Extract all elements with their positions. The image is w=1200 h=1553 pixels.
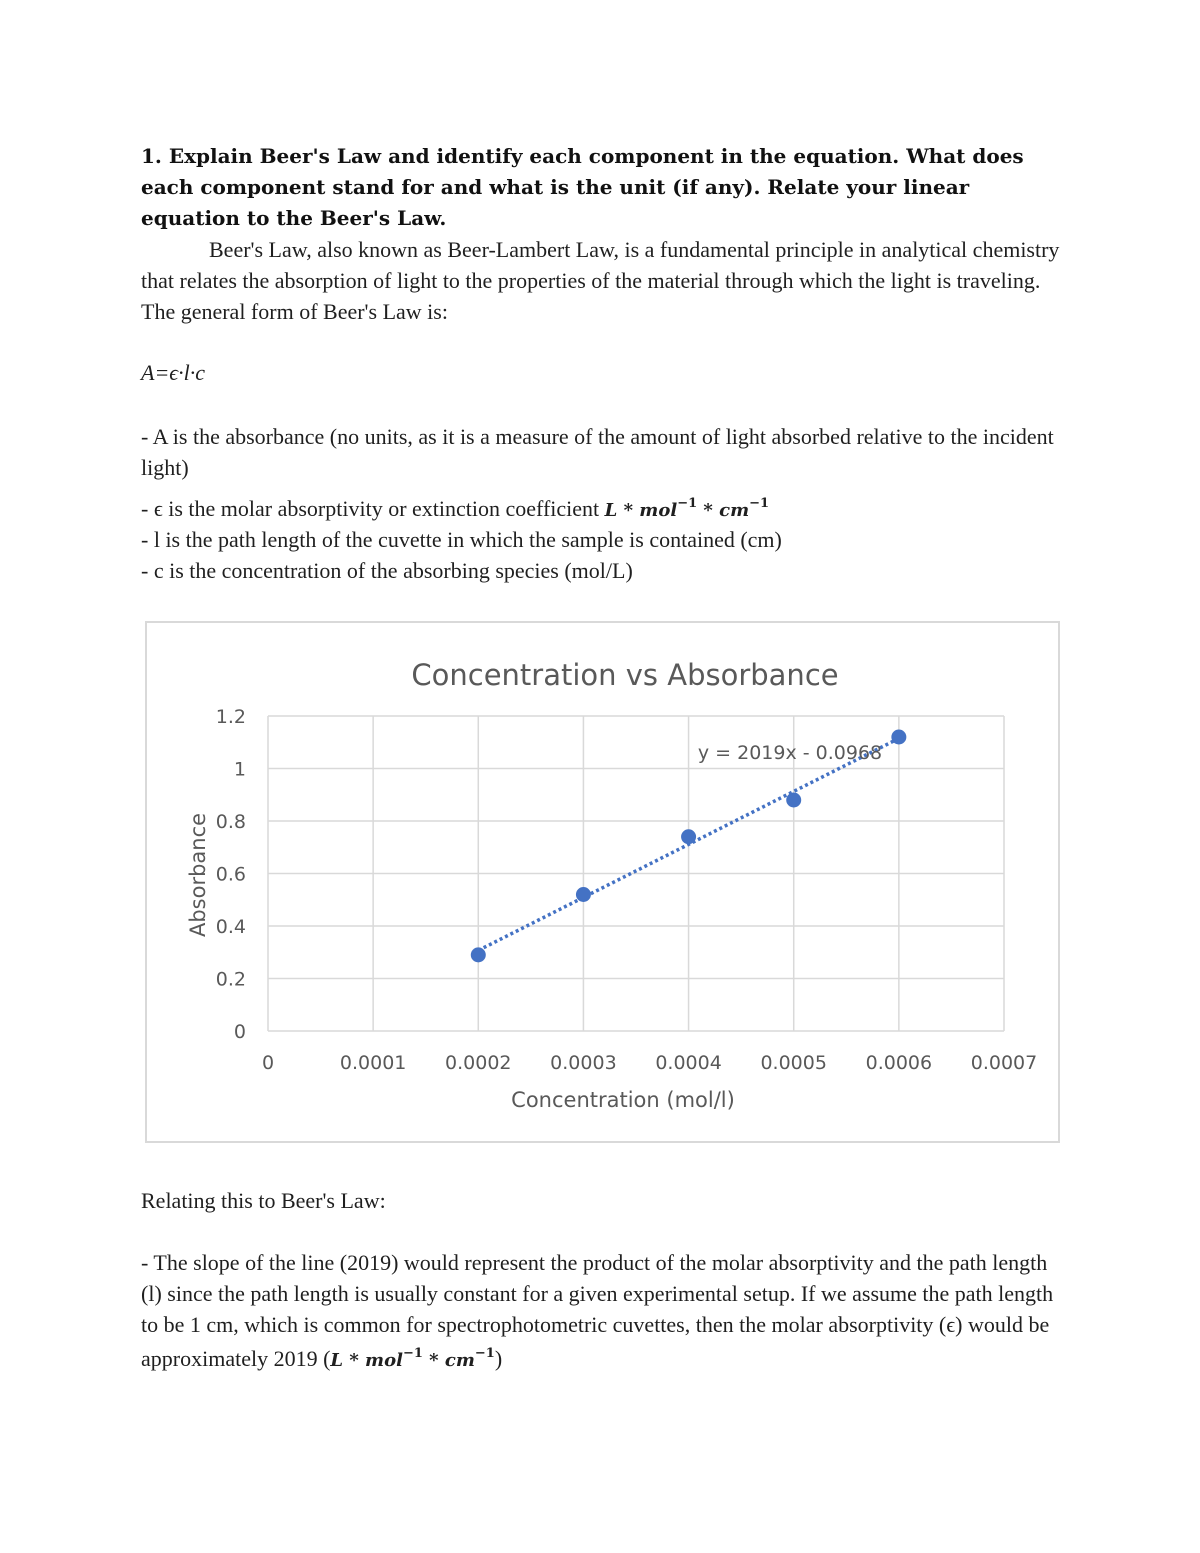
x-tick-label: 0.0003	[550, 1052, 617, 1074]
y-tick-label: 0.8	[215, 811, 246, 833]
epsilon-unit: L * $mol^{-1} * cm^{-1}$	[604, 496, 770, 521]
y-tick-label: 0	[233, 1021, 246, 1043]
y-tick-label: 0.4	[215, 916, 246, 938]
y-tick-label: 1.2	[215, 706, 246, 728]
component-epsilon	[141, 490, 1071, 526]
data-point	[681, 829, 696, 844]
slope-text: - The slope of the line (2019) would represent the product of the molar absorptivity and the path length (l) since the path length is usually constant for a given experimental setup. If we assume the path length to be 1 cm, which is common for spectrophotometric cuvettes, then the molar absorptivity (ϵ) would be approximately 2019 (	[141, 1250, 1054, 1371]
x-tick-label: 0.0005	[760, 1052, 827, 1074]
chart-gridlines	[268, 716, 1004, 1031]
trendline-equation: y = 2019x - 0.0968	[697, 742, 883, 764]
slope-paragraph: - The slope of the line (2019) would represent the product of the molar absorptivity and the path length (l) since the path length is usually constant for a given experimental setup. If we assume the path length to be 1 cm, which is common for spectrophotometric cuvettes, then the molar absorptivity (ϵ) would be approximately 2019 $(L * mol^{-1} * cm^{-1})$	[141, 1250, 1054, 1371]
concentration-absorbance-chart	[147, 623, 1058, 1141]
x-tick-label: 0	[261, 1052, 275, 1074]
beers-law-equation: A=ϵ·l·c	[141, 360, 206, 385]
x-tick-label: 0.0004	[655, 1052, 722, 1074]
component-absorbance: - A is the absorbance (no units, as it is a measure of the amount of light absorbed relative to the incident light)	[141, 424, 1054, 480]
chart-tick-labels	[216, 706, 1037, 1074]
y-tick-label: 1	[233, 758, 246, 781]
relating-heading: Relating this to Beer's Law:	[141, 1188, 386, 1213]
x-axis-label: Concentration (mol/l)	[511, 1088, 735, 1112]
x-tick-label: 0.0006	[865, 1052, 933, 1074]
data-point	[786, 793, 801, 808]
epsilon-text: - ϵ is the molar absorptivity or extinction coefficient	[141, 496, 600, 521]
data-point	[471, 947, 486, 962]
chart-container	[145, 621, 1060, 1143]
component-path-length: - l is the path length of the cuvette in which the sample is contained (cm)	[141, 527, 782, 552]
x-tick-label: 0.0001	[339, 1052, 407, 1074]
y-tick-label: 0.2	[215, 968, 246, 991]
component-concentration: - c is the concentration of the absorbing species (mol/L)	[141, 558, 633, 583]
data-point	[576, 887, 591, 902]
chart-title: Concentration vs Absorbance	[411, 658, 839, 692]
x-tick-label: 0.0007	[970, 1052, 1038, 1074]
slope-unit: L * $mol^{-1} * cm^{-1}$	[330, 1346, 495, 1371]
data-point	[891, 730, 906, 745]
question-heading: 1. Explain Beer's Law and identify each component in the equation. What does each component stand for and what is the unit (if any). Relate your linear equation to the Beer's Law.	[141, 144, 1024, 230]
y-tick-label: 0.6	[215, 863, 246, 886]
intro-paragraph: Beer's Law, also known as Beer-Lambert Law, is a fundamental principle in analytical chemistry that relates the absorption of light to the properties of the material through which the light is traveling. The general form of Beer's Law is:	[141, 237, 1060, 324]
y-axis-label: Absorbance	[186, 812, 210, 938]
x-tick-label: 0.0002	[445, 1052, 512, 1074]
